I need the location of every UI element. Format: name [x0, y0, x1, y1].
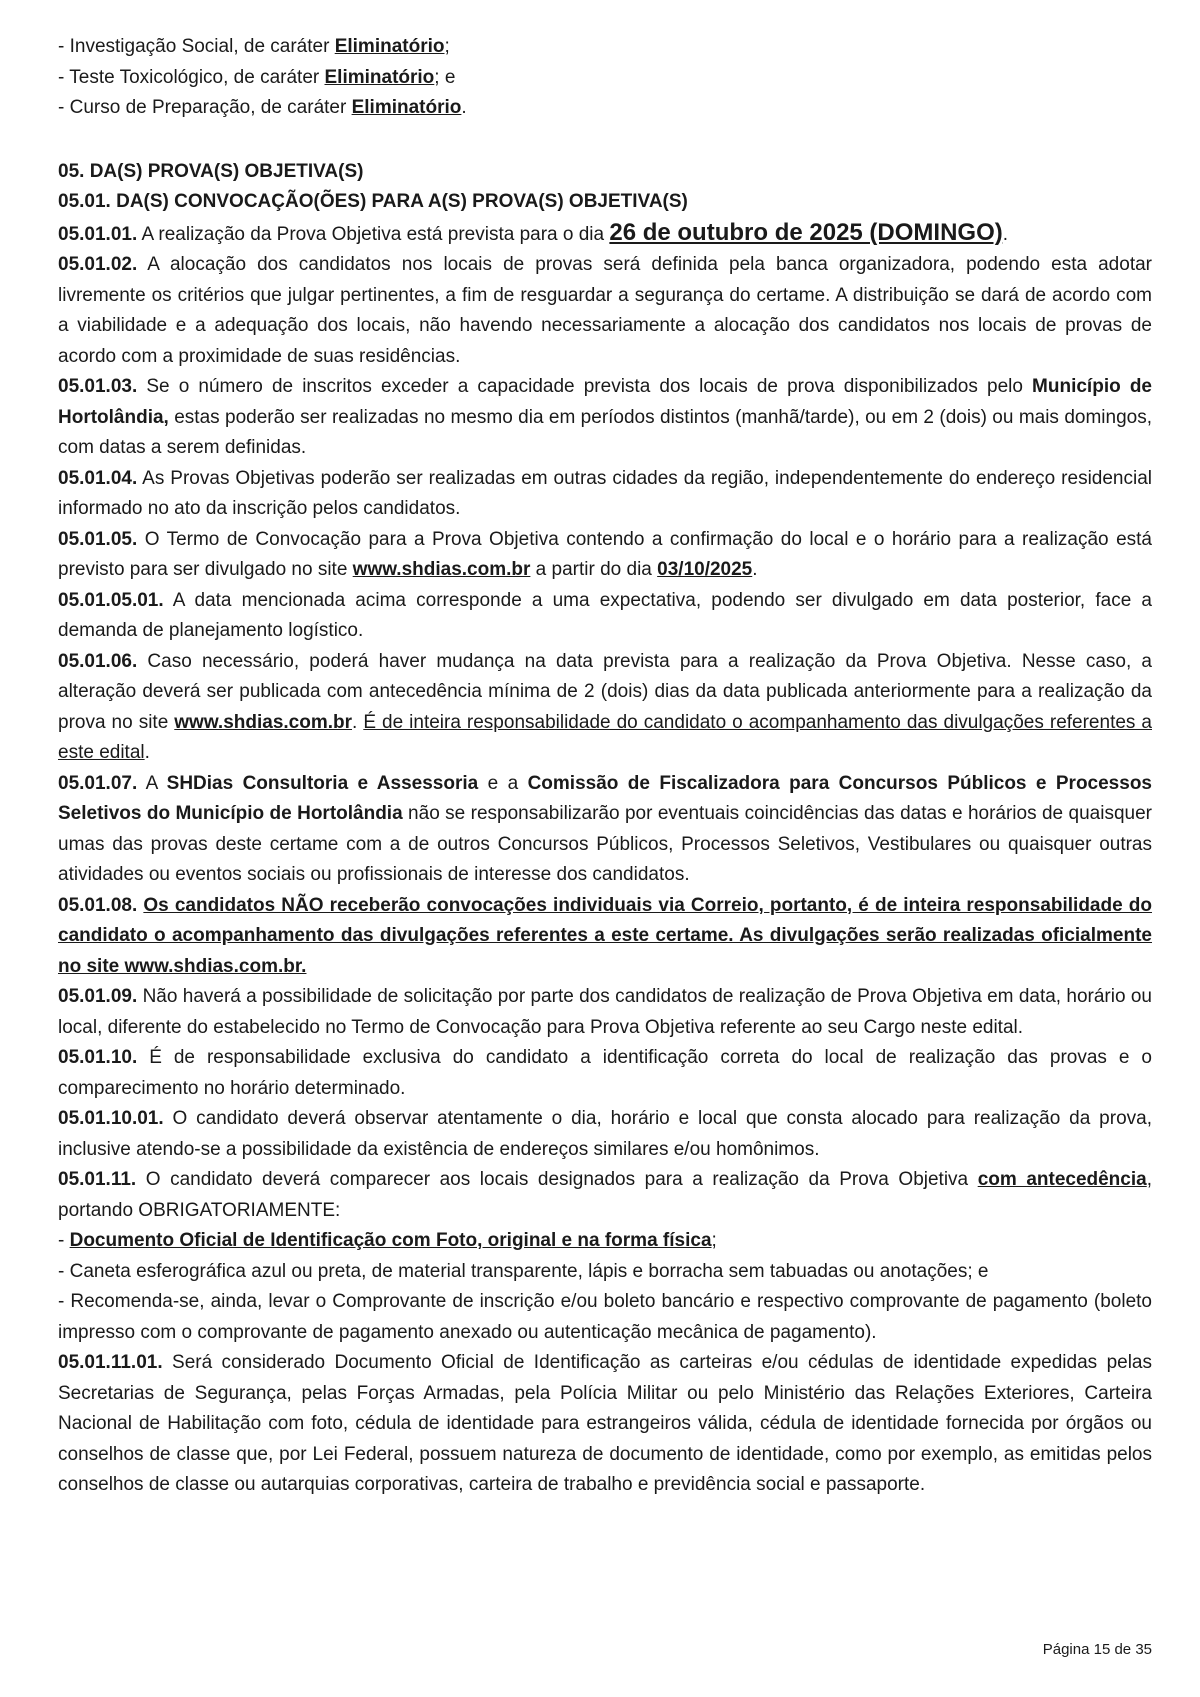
clause-05-01-10-01: 05.01.10.01. O candidato deverá observar atentamente o dia, horário e local que consta alocado para realização da prova, inclusive atendo-se a possibilidade da existência de endereços similares e/ou homônimos. [58, 1108, 1152, 1160]
spacer [58, 124, 1152, 157]
clause-05-01-10: 05.01.10. É de responsabilidade exclusiva do candidato a identificação correta do local de realização das provas e o comparecimento no horário determinado. [58, 1047, 1152, 1099]
page-number: Página 15 de 35 [1042, 1641, 1152, 1658]
clause-05-01-11: 05.01.11. O candidato deverá comparecer aos locais designados para a realização da Prova Objetiva com antecedência, portando OBRIGATORIAMENTE: [58, 1169, 1152, 1221]
phase-character: Eliminatório [324, 66, 435, 88]
subsection-heading: 05.01. DA(S) CONVOCAÇÃO(ÕES) PARA A(S) PROVA(S) OBJETIVA(S) [58, 191, 688, 212]
document-page [58, 32, 1152, 1501]
clause-05-01-02: 05.01.02. A alocação dos candidatos nos locais de provas será definida pela banca organizadora, podendo esta adotar livremente os critérios que julgar pertinentes, a fim de resguardar a segurança do certame. A distribuição se dará de acordo com a viabilidade e a adequação dos locais, não havendo necessariamente a alocação dos candidatos nos locais de provas de acordo com a proximidade de suas residências. [58, 254, 1152, 367]
clause-05-01-06: 05.01.06. Caso necessário, poderá haver mudança na data prevista para a realização da Prova Objetiva. Nesse caso, a alteração deverá ser publicada com antecedência mínima de 2 (dois) dias da data publicada anteriormente para a realização da prova no site www.shdias.com.br. É de inteira responsabilidade do candidato o acompanhamento das divulgações referentes a este edital. [58, 650, 1152, 763]
phase-character: Eliminatório [334, 36, 445, 57]
release-date: 03/10/2025 [657, 559, 753, 580]
clause-05-01-05: 05.01.05. O Termo de Convocação para a Prova Objetiva contendo a confirmação do local e o horário para a realização está previsto para ser divulgado no site www.shdias.com.br a partir do dia 03/10/2025. [58, 528, 1152, 580]
clause-05-01-11-01: 05.01.11.01. Será considerado Documento Oficial de Identificação as carteiras e/ou cédulas de identidade expedidas pelas Secretarias de Segurança, pelas Forças Armadas, pela Polícia Militar ou pelo Ministério das Relações Exteriores, Carteira Nacional de Habilitação com foto, cédula de identidade para estrangeiros válida, cédula de identidade fornecida por órgãos ou conselhos de classe que, por Lei Federal, possuem natureza de documento de identidade, como por exemplo, as emitidas pelos conselhos de classe ou autarquias corporativas, carteira de trabalho e previdência social e passaporte. [58, 1352, 1152, 1495]
list-item-receipt: - Recomenda-se, ainda, levar o Comprovante de inscrição e/ou boleto bancário e respectivo comprovante de pagamento (boleto impresso com o comprovante de pagamento anexado ou autenticação mecânica de pagamento). [58, 1291, 1152, 1343]
section-heading: 05. DA(S) PROVA(S) OBJETIVA(S) [58, 160, 364, 182]
list-item-pen: - Caneta esferográfica azul ou preta, de material transparente, lápis e borracha sem tabuadas ou anotações; e [58, 1260, 989, 1282]
exam-date: 26 de outubro de 2025 (DOMINGO) [609, 218, 1003, 246]
clause-05-01-01: 05.01.01. A realização da Prova Objetiva está prevista para o dia 26 de outubro de 2025 (DOMINGO). [58, 218, 1009, 246]
phase-item: - Investigação Social, de caráter Eliminatório; [58, 36, 450, 57]
site-link[interactable]: www.shdias.com.br [352, 559, 531, 580]
site-link[interactable]: www.shdias.com.br [174, 711, 353, 733]
clause-05-01-04: 05.01.04. As Provas Objetivas poderão ser realizadas em outras cidades da região, independentemente do endereço residencial informado no ato da inscrição pelos candidatos. [58, 467, 1152, 519]
clause-05-01-09: 05.01.09. Não haverá a possibilidade de solicitação por parte dos candidatos de realização de Prova Objetiva em data, horário ou local, diferente do estabelecido no Termo de Convocação para Prova Objetiva referente ao seu Cargo neste edital. [58, 986, 1152, 1038]
clause-05-01-07: 05.01.07. A SHDias Consultoria e Assessoria e a Comissão de Fiscalizadora para Concursos Públicos e Processos Seletivos do Município de Hortolândia não se responsabilizarão por eventuais coincidências das datas e horários de quaisquer umas das provas deste certame com a de outros Concursos Públicos, Processos Seletivos, Vestibulares ou quaisquer outras atividades ou eventos sociais ou profissionais de interesse dos candidatos. [58, 772, 1152, 885]
clause-05-01-05-01: 05.01.05.01. A data mencionada acima corresponde a uma expectativa, podendo ser divulgado em data posterior, face a demanda de planejamento logístico. [58, 589, 1152, 641]
phase-item: - Teste Toxicológico, de caráter Eliminatório; e [58, 66, 456, 88]
phase-character: Eliminatório [351, 97, 462, 118]
clause-05-01-03: 05.01.03. Se o número de inscritos exceder a capacidade prevista dos locais de prova disponibilizados pelo Município de Hortolândia, estas poderão ser realizadas no mesmo dia em períodos distintos (manhã/tarde), ou em 2 (dois) ou mais domingos, com datas a serem definidas. [58, 376, 1152, 458]
list-item-document: - Documento Oficial de Identificação com Foto, original e na forma física; [58, 1230, 717, 1251]
clause-05-01-08: 05.01.08. Os candidatos NÃO receberão convocações individuais via Correio, portanto, é de inteira responsabilidade do candidato o acompanhamento das divulgações referentes a este certame. As divulgações serão realizadas oficialmente no site www.shdias.com.br. [58, 894, 1152, 977]
phase-item: - Curso de Preparação, de caráter Eliminatório. [58, 97, 467, 118]
